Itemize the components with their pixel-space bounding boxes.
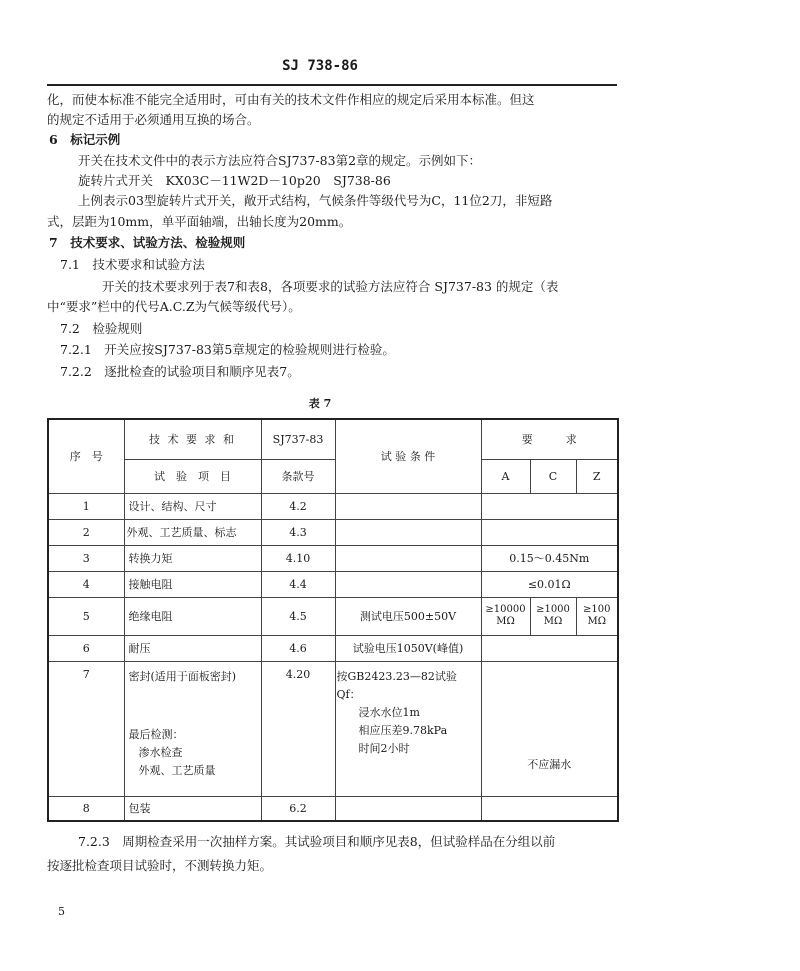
header-a: A <box>481 459 530 493</box>
cell-clause: 4.2 <box>261 493 335 519</box>
header-no: 序 号 <box>48 419 124 493</box>
cell-requirement: ≤0.01Ω <box>481 571 618 597</box>
condition-line: 时间2小时 <box>358 741 410 755</box>
subsection-heading: 7.2 检验规则 <box>60 321 143 336</box>
paragraph-line: 式，层距为10mm，单平面轴端，出轴长度为20mm。 <box>47 214 352 229</box>
condition-line: 浸水水位1m <box>358 705 420 719</box>
cell-condition <box>335 519 481 545</box>
item-text: 密封(适用于面板密封) <box>128 669 237 683</box>
table-row <box>48 635 618 661</box>
paragraph-line: 上例表示03型旋转片式开关，敞开式结构，气候条件等级代号为C，11位2刀，非短路 <box>78 193 553 208</box>
paragraph-line: 按逐批检查项目试验时，不测转换力矩。 <box>47 858 273 873</box>
section-heading: 7 技术要求、试验方法、检验规则 <box>49 235 246 250</box>
cell-clause: 4.10 <box>261 545 335 571</box>
cell-item: 耐压 <box>124 635 261 661</box>
cell-item: 外观、工艺质量、标志 <box>124 519 261 545</box>
header-clause: 条款号 <box>261 459 335 493</box>
cell-clause: 4.6 <box>261 635 335 661</box>
cell-condition <box>335 661 481 796</box>
table-row <box>48 571 618 597</box>
table-title: 表 7 <box>308 397 332 410</box>
cell-clause: 4.4 <box>261 571 335 597</box>
section-heading: 6 标记示例 <box>49 132 121 147</box>
cell-item: 包装 <box>124 796 261 821</box>
cell-no: 1 <box>48 493 124 519</box>
cell-condition: 试验电压1050V(峰值) <box>335 635 481 661</box>
page-number: 5 <box>58 905 65 918</box>
cell-no: 8 <box>48 796 124 821</box>
item-final: 最后检测： <box>128 727 184 741</box>
header-clause: SJ737-83 <box>261 419 335 459</box>
table-header-row <box>48 459 618 493</box>
table-row <box>48 661 618 796</box>
table-row <box>48 493 618 519</box>
paragraph-line: 中“要求”栏中的代号A.C.Z为气候等级代号）。 <box>47 299 301 314</box>
subsection-heading: 7.1 技术要求和试验方法 <box>60 257 205 272</box>
cell-no: 5 <box>48 597 124 635</box>
header-rule <box>47 84 617 86</box>
paragraph-line: 的规定不适用于必须通用互换的场合。 <box>47 112 260 127</box>
paragraph-line: 7.2.3 周期检查采用一次抽样方案。其试验项目和顺序见表8，但试验样品在分组以前 <box>78 834 556 849</box>
cell-condition <box>335 493 481 519</box>
paragraph-line: 开关的技术要求列于表7和表8，各项要求的试验方法应符合 SJ737-83 的规定（表 <box>102 279 559 294</box>
cell-no: 3 <box>48 545 124 571</box>
cell-requirement-c: ≥1000 MΩ <box>530 597 576 635</box>
cell-requirement <box>481 493 618 519</box>
cell-no: 7 <box>48 661 124 796</box>
cell-condition: 测试电压500±50V <box>335 597 481 635</box>
header-item: 技 术 要 求 和 <box>124 419 261 459</box>
cell-requirement: 不应漏水 <box>481 661 618 796</box>
table-row <box>48 519 618 545</box>
cell-requirement <box>481 635 618 661</box>
table-7 <box>47 418 619 822</box>
condition-line: 相应压差9.78kPa <box>358 723 448 737</box>
paragraph-line: 开关在技术文件中的表示方法应符合SJ737-83第2章的规定。示例如下： <box>78 153 482 168</box>
paragraph-line: 化，而使本标准不能完全适用时，可由有关的技术文件作相应的规定后采用本标准。但这 <box>47 92 535 107</box>
cell-item: 设计、结构、尺寸 <box>124 493 261 519</box>
cell-condition <box>335 796 481 821</box>
cell-no: 4 <box>48 571 124 597</box>
cell-item <box>124 661 261 796</box>
paragraph-line: 旋转片式开关 KX03C－11W2D－10p20 SJ738-86 <box>78 173 391 188</box>
cell-clause: 4.20 <box>261 661 335 796</box>
cell-requirement-a: ≥10000 MΩ <box>481 597 530 635</box>
cell-item: 转换力矩 <box>124 545 261 571</box>
header-z: Z <box>576 459 618 493</box>
cell-no: 2 <box>48 519 124 545</box>
table-row <box>48 796 618 821</box>
paragraph-line: 7.2.1 开关应按SJ737-83第5章规定的检验规则进行检验。 <box>60 342 395 357</box>
table-header-row <box>48 419 618 459</box>
cell-requirement <box>481 796 618 821</box>
header-item: 试 验 项 目 <box>124 459 261 493</box>
cell-clause: 4.5 <box>261 597 335 635</box>
table-row <box>48 545 618 571</box>
cell-condition <box>335 545 481 571</box>
cell-requirement: 0.15～0.45Nm <box>481 545 618 571</box>
header-c: C <box>530 459 576 493</box>
table-row <box>48 597 618 635</box>
header-condition: 试 验 条 件 <box>335 419 481 493</box>
cell-item: 绝缘电阻 <box>124 597 261 635</box>
item-sub: 外观、工艺质量 <box>138 763 216 777</box>
condition-line: 按GB2423.23—82试验Qf： <box>336 669 457 701</box>
header-requirement: 要 求 <box>481 419 618 459</box>
item-sub: 渗水检查 <box>138 745 183 759</box>
cell-clause: 4.3 <box>261 519 335 545</box>
paragraph-line: 7.2.2 逐批检查的试验项目和顺序见表7。 <box>60 364 300 379</box>
page-header: SJ 738-86 <box>282 58 358 74</box>
cell-clause: 6.2 <box>261 796 335 821</box>
cell-no: 6 <box>48 635 124 661</box>
cell-condition <box>335 571 481 597</box>
cell-requirement <box>481 519 618 545</box>
cell-requirement-z: ≥100 MΩ <box>576 597 618 635</box>
cell-item: 接触电阻 <box>124 571 261 597</box>
